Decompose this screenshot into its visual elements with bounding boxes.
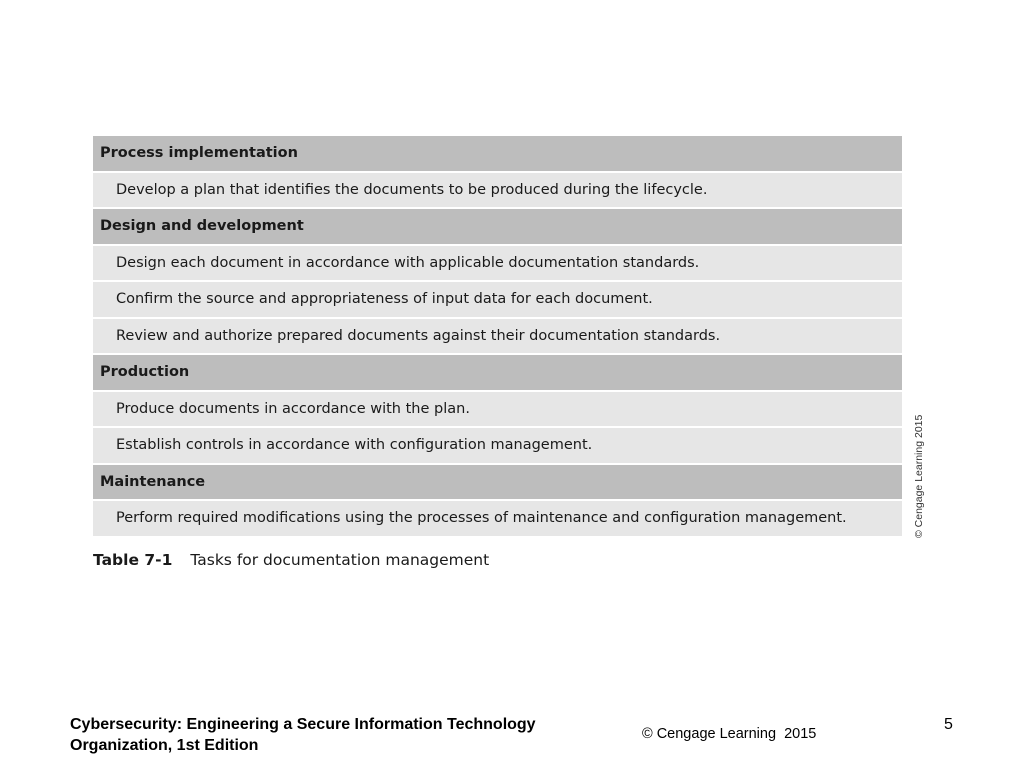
task-row: Establish controls in accordance with configuration management. bbox=[93, 428, 902, 465]
documentation-tasks-table bbox=[93, 136, 902, 538]
task-row: Confirm the source and appropriateness of input data for each document. bbox=[93, 282, 902, 319]
section-heading: Process implementation bbox=[93, 136, 902, 173]
footer-copyright: © Cengage Learning 2015 bbox=[642, 726, 817, 742]
table-credit: © Cengage Learning 2015 bbox=[913, 414, 925, 538]
table-number: Table 7-1 bbox=[93, 551, 173, 569]
task-row: Produce documents in accordance with the plan. bbox=[93, 392, 902, 429]
footer-book-title: Cybersecurity: Engineering a Secure Information Technology Organization, 1st Edition bbox=[70, 716, 536, 754]
task-row: Design each document in accordance with applicable documentation standards. bbox=[93, 246, 902, 283]
section-heading: Design and development bbox=[93, 209, 902, 246]
table-caption-text: Tasks for documentation management bbox=[190, 551, 490, 569]
task-row: Review and authorize prepared documents against their documentation standards. bbox=[93, 319, 902, 356]
table-caption bbox=[93, 551, 489, 569]
task-row: Perform required modifications using the processes of maintenance and configuration management. bbox=[93, 501, 902, 538]
section-heading: Production bbox=[93, 355, 902, 392]
task-row: Develop a plan that identifies the documents to be produced during the lifecycle. bbox=[93, 173, 902, 210]
section-heading: Maintenance bbox=[93, 465, 902, 502]
page-number: 5 bbox=[944, 716, 953, 733]
